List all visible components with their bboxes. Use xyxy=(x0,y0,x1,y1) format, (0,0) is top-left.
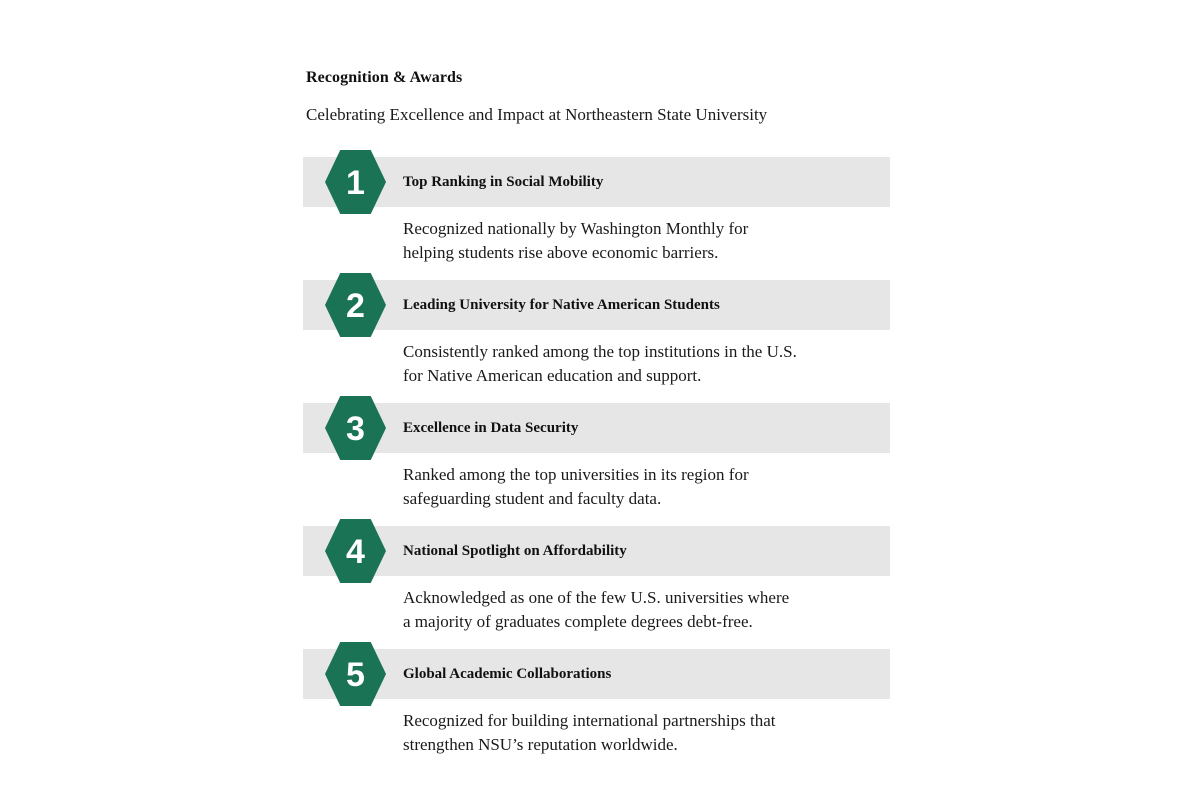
award-description-line: Acknowledged as one of the few U.S. universities where xyxy=(403,588,790,607)
award-heading: Leading University for Native American Students xyxy=(403,297,720,313)
award-description-line: a majority of graduates complete degrees debt-free. xyxy=(403,612,753,631)
award-heading: National Spotlight on Affordability xyxy=(403,543,627,559)
award-heading: Global Academic Collaborations xyxy=(403,666,612,682)
award-item xyxy=(0,280,1200,403)
award-description-line: Recognized nationally by Washington Monthly for xyxy=(403,219,749,238)
award-description xyxy=(403,217,903,265)
hexagon-badge-icon xyxy=(325,273,386,337)
award-description-line: Recognized for building international partnerships that xyxy=(403,711,776,730)
award-description-line: for Native American education and support. xyxy=(403,366,702,385)
award-item xyxy=(0,157,1200,280)
award-item xyxy=(0,649,1200,759)
hexagon-badge-icon xyxy=(325,396,386,460)
award-description xyxy=(403,586,903,634)
award-description xyxy=(403,709,903,757)
page-subtitle: Celebrating Excellence and Impact at Northeastern State University xyxy=(306,105,768,124)
award-item xyxy=(0,403,1200,526)
badge-number: 1 xyxy=(346,164,365,202)
badge-number: 4 xyxy=(346,533,365,571)
hexagon-badge-icon xyxy=(325,642,386,706)
badge-number: 5 xyxy=(346,656,365,694)
award-description-line: strengthen NSU’s reputation worldwide. xyxy=(403,735,678,754)
award-heading: Excellence in Data Security xyxy=(403,420,579,436)
award-description-line: Consistently ranked among the top institutions in the U.S. xyxy=(403,342,797,361)
award-band xyxy=(303,403,890,453)
page-title: Recognition & Awards xyxy=(306,69,463,86)
header xyxy=(306,68,946,126)
award-description xyxy=(403,340,903,388)
hexagon-badge-icon xyxy=(325,519,386,583)
award-item xyxy=(0,526,1200,649)
hexagon-badge-icon xyxy=(325,150,386,214)
award-description-line: helping students rise above economic barriers. xyxy=(403,243,719,262)
award-list xyxy=(0,157,1200,759)
award-description-line: safeguarding student and faculty data. xyxy=(403,489,662,508)
badge-number: 3 xyxy=(346,410,365,448)
award-description-line: Ranked among the top universities in its region for xyxy=(403,465,749,484)
award-description xyxy=(403,463,903,511)
badge-number: 2 xyxy=(346,287,365,325)
award-heading: Top Ranking in Social Mobility xyxy=(403,174,604,190)
